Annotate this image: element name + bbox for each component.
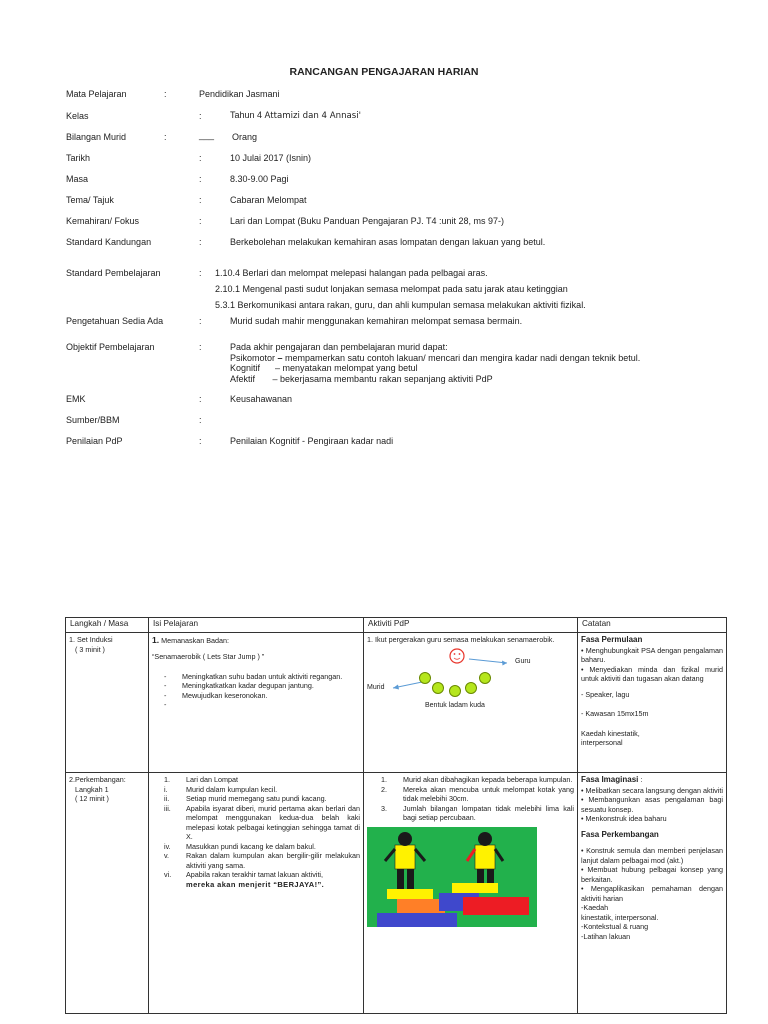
field-label: Standard Pembelajaran [66, 268, 161, 278]
field-label: Tarikh [66, 153, 91, 163]
cell-langkah: 1. Set Induksi ( 3 minit ) [66, 633, 149, 773]
field-colon: : [199, 316, 202, 326]
kelas-handwritten: Attamizi dan 4 Annasi' [264, 111, 362, 121]
cell-catatan: Fasa Imaginasi : • Melibatkan secara langsung dengan aktiviti • Membangunkan asas pengalaman bagi sesuatu konsep. • Menkonstruk idea baharu Fasa Perkembangan • Konstruk semula dan memberi penjelasan lanjut dalam pelbagai mod (akt.) • Membuat hubung pelbagai konsep yang berkaitan. • Mengaplikasikan pemahaman dengan aktiviti harian -Kaedah kinestatik, interpersonal. -Kontekstual & ruang -Latihan lakuan [578, 773, 727, 1014]
phase-title: Fasa Perkembangan [581, 829, 659, 839]
student-smiley-icon [419, 672, 431, 684]
box-blue-large [377, 913, 457, 927]
field-colon: : [199, 436, 202, 446]
field-value-3: 5.3.1 Berkomunikasi antara rakan, guru, dan ahli kumpulan semasa melakukan aktiviti fizikal. [215, 300, 586, 310]
list-item: - Mewujudkan keseronokan. [164, 690, 268, 700]
field-value: Murid sudah mahir menggunakan kemahiran melompat semasa bermain. [230, 316, 523, 326]
field-colon: : [199, 216, 202, 226]
field-value [230, 110, 361, 121]
box-orange [397, 899, 445, 913]
jumping-boxes-illustration [367, 827, 537, 927]
lesson-table [65, 617, 727, 1014]
field-colon: : [199, 415, 202, 425]
phase-title: Fasa Permulaan [581, 635, 643, 644]
field-value-1: 1.10.4 Berlari dan melompat melepasi halangan pada pelbagai aras. [215, 268, 488, 278]
objektif-afektif: Afektif – bekerjasama membantu rakan sepanjang aktiviti PdP [230, 373, 493, 384]
table-row [66, 633, 727, 773]
list-item: vi. Apabila rakan terakhir tamat lakuan aktiviti, [164, 870, 324, 879]
field-colon: : [164, 89, 167, 99]
list-item: v. Rakan dalam kumpulan akan bergilir-gilir melakukan aktiviti yang sama. [164, 851, 360, 870]
formation-diagram [367, 645, 574, 725]
cell-aktiviti [364, 633, 578, 773]
student-smiley-icon [465, 682, 477, 694]
field-colon: : [164, 132, 167, 142]
handwritten-note: mereka akan menjerit “BERJAYA!”. [186, 879, 325, 889]
field-label: Kemahiran/ Fokus [66, 216, 140, 226]
formation-caption: Bentuk ladam kuda [425, 701, 485, 709]
arrow-right-icon [469, 659, 507, 666]
cell-catatan: Fasa Permulaan • Menghubungkait PSA dengan pengalaman baharu. • Menyediakan minda dan fizikal murid untuk aktiviti dan tugasan akan datang - Speaker, lagu - Kawasan 15mx15m Kaedah kinestatik, interpersonal [578, 633, 727, 773]
cell-isi [149, 773, 364, 1014]
header-isi: Isi Pelajaran [149, 618, 364, 633]
teacher-face-icon [450, 649, 464, 663]
objektif-kognitif: Kognitif – menyatakan melompat yang betul [230, 363, 418, 373]
phase-title: Fasa Imaginasi : [581, 775, 643, 784]
list-item: 1. Lari dan Lompat [164, 775, 238, 784]
list-item: i. Murid dalam kumpulan kecil. [164, 784, 278, 794]
header-langkah: Langkah / Masa [66, 618, 149, 633]
field-label: Pengetahuan Sedia Ada [66, 316, 164, 326]
box-yellow-low [387, 889, 433, 899]
field-label: Masa [66, 174, 89, 184]
student-smiley-icon [432, 682, 444, 694]
field-colon: : [199, 153, 202, 163]
isi-title: 1. Memanaskan Badan: [152, 635, 230, 645]
list-item: iii. Apabila isyarat diberi, murid pertama akan berlari dan melompat menggunakan kedua-dua belah kaki melepasi kotak pelbagai ketinggian sehingga tamat di X. [164, 803, 360, 841]
field-label: Mata Pelajaran [66, 89, 127, 99]
objektif-psikomotor: Psikomotor – mempamerkan satu contoh lakuan/ mencari dan mengira kadar nadi dengan teknik betul. [230, 352, 641, 363]
field-value: Pendidikan Jasmani [199, 89, 280, 99]
field-colon: : [199, 111, 202, 121]
field-label: Tema/ Tajuk [66, 195, 114, 205]
field-value: 8.30-9.00 Pagi [230, 174, 289, 184]
field-colon: : [199, 195, 202, 205]
murid-label: Murid [367, 683, 385, 691]
field-label: Bilangan Murid [66, 132, 127, 142]
field-value: Penilaian Kognitif - Pengiraan kadar nadi [230, 436, 394, 446]
field-colon: : [199, 237, 202, 247]
list-item: - Meningkatkan suhu badan untuk aktiviti regangan. [164, 671, 343, 681]
field-value: Keusahawanan [230, 394, 293, 404]
list-item: 1. Murid akan dibahagikan kepada beberapa kumpulan. [381, 775, 573, 784]
field-value: Orang [232, 132, 258, 142]
field-value-2: 2.10.1 Mengenal pasti sudut lonjakan semasa melompat pada satu jarak atau ketinggian [215, 284, 568, 294]
list-item [152, 880, 360, 890]
isi-sub: “Senamaerobik ( Lets Star Jump ) ” [152, 652, 265, 662]
list-item: ii. Setiap murid memegang satu pundi kacang. [164, 794, 327, 803]
field-colon: : [199, 174, 202, 184]
list-item: - [164, 700, 167, 710]
list-item: iv. Masukkan pundi kacang ke dalam bakul. [164, 841, 316, 851]
field-label: EMK [66, 394, 86, 404]
header-aktiviti: Aktiviti PdP [364, 618, 578, 633]
box-red [463, 897, 529, 915]
box-yellow-high [452, 883, 498, 893]
field-value: Berkebolehan melakukan kemahiran asas lompatan dengan lakuan yang betul. [230, 237, 546, 247]
field-label: Kelas [66, 111, 89, 121]
cell-langkah: 2.Perkembangan: Langkah 1 ( 12 minit ) [66, 773, 149, 1014]
student-smiley-icon [449, 685, 461, 697]
field-value: Lari dan Lompat (Buku Panduan Pengajaran PJ. T4 :unit 28, ms 97-) [230, 216, 504, 226]
cell-aktiviti [364, 773, 578, 1014]
objektif-intro: Pada akhir pengajaran dan pembelajaran murid dapat: [230, 342, 448, 352]
field-blank: ___ [199, 130, 215, 140]
table-row [66, 773, 727, 1014]
field-value [230, 342, 640, 384]
list-item: 3. Jumlah bilangan lompatan tidak melebihi lima kali bagi setiap percubaan. [381, 803, 574, 822]
table-header-row [66, 618, 727, 633]
student-smiley-icon [479, 672, 491, 684]
field-colon: : [199, 268, 202, 278]
field-label: Penilaian PdP [66, 436, 123, 446]
field-value: Cabaran Melompat [230, 195, 307, 205]
cell-isi [149, 633, 364, 773]
field-colon: : [199, 394, 202, 404]
guru-label: Guru [515, 657, 531, 665]
kelas-prefix: Tahun 4 [230, 110, 265, 120]
field-label: Standard Kandungan [66, 237, 152, 247]
aktiviti-text: 1. Ikut pergerakan guru semasa melakukan senamaerobik. [367, 635, 555, 644]
page-title: RANCANGAN PENGAJARAN HARIAN [289, 66, 479, 78]
field-label: Objektif Pembelajaran [66, 342, 155, 352]
field-value: 10 Julai 2017 (Isnin) [230, 153, 312, 163]
field-label: Sumber/BBM [66, 415, 120, 425]
header-catatan: Catatan [578, 618, 727, 633]
list-item: 2. Mereka akan mencuba untuk melompat kotak yang tidak melebihi 30cm. [381, 784, 574, 803]
list-item: - Meningkatkatkan kadar degupan jantung. [164, 681, 314, 691]
field-colon: : [199, 342, 202, 352]
